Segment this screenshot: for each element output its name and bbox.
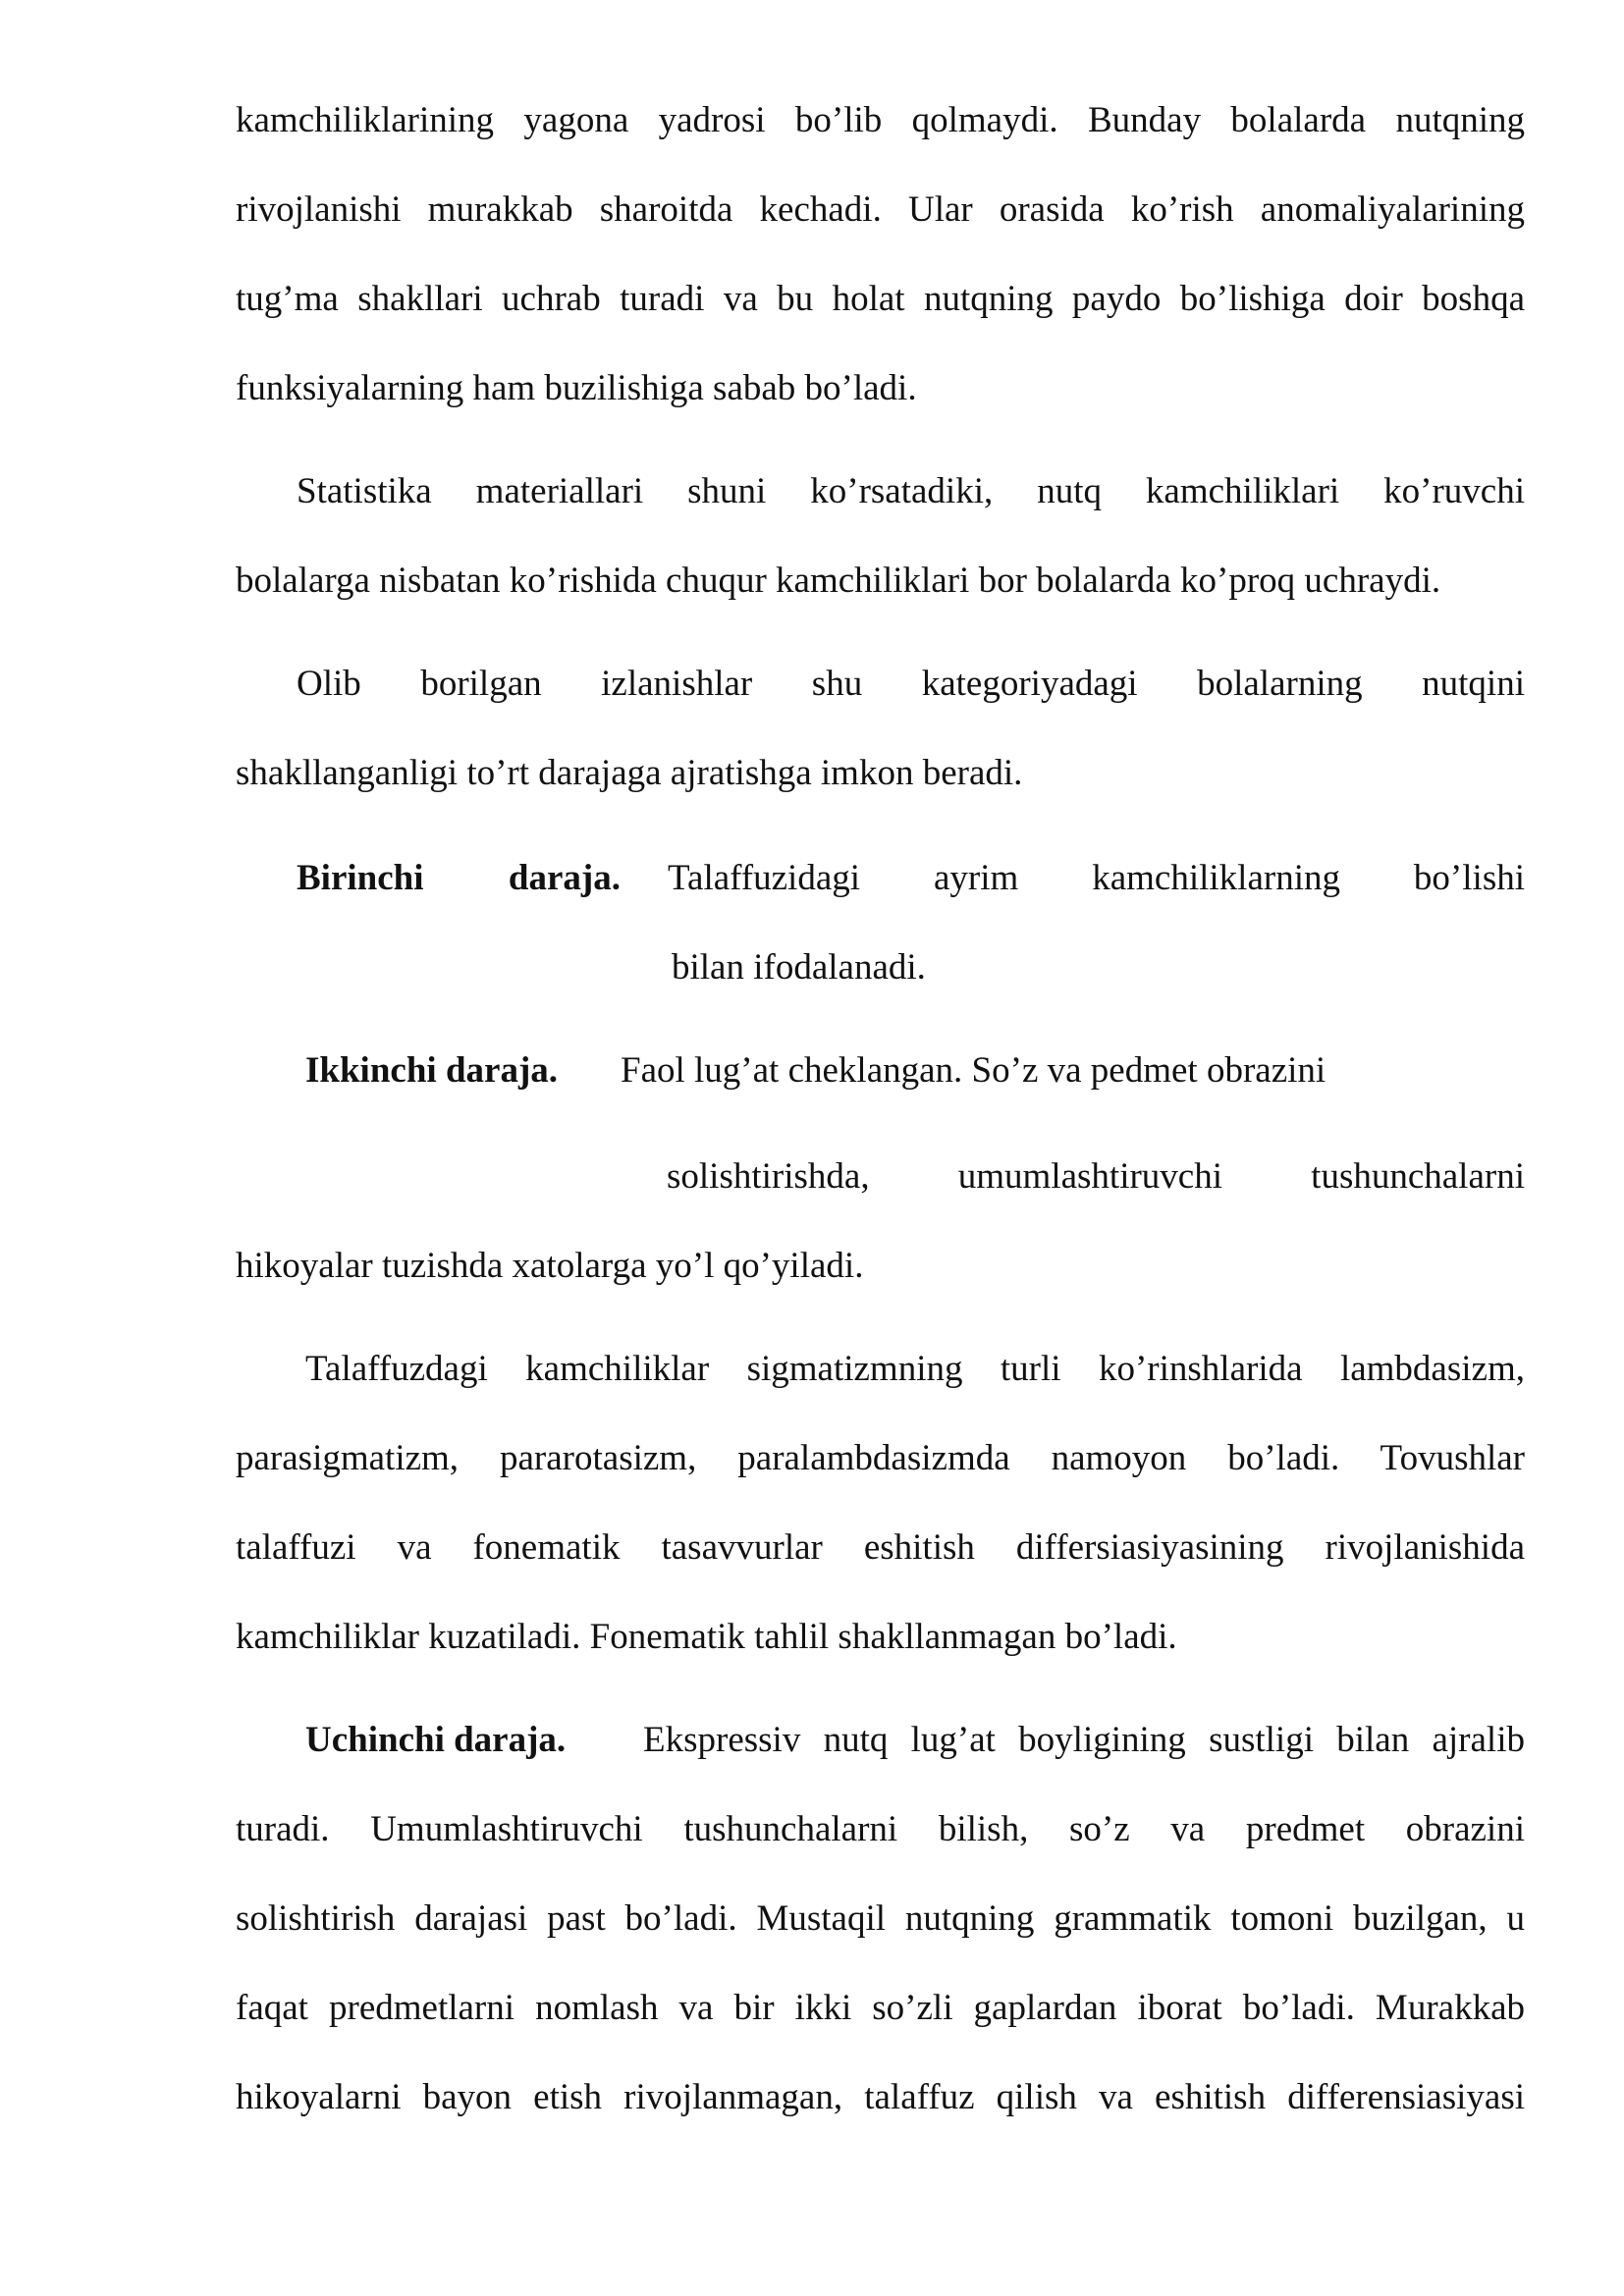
level-3-line-4: faqat predmetlarni nomlash va bir ikki so’zli gaplardan iborat bo’ladi. Murakkab (236, 1988, 1525, 2028)
level-1-line-1: Talaffuzidagi ayrim kamchiliklarning bo’lishi (668, 858, 1525, 898)
paragraph-3-line-2: shakllanganligi to’rt darajaga ajratishga imkon beradi. (236, 753, 1023, 793)
level-2-label: Ikkinchi daraja. (305, 1050, 559, 1091)
paragraph-4-line-1: Talaffuzdagi kamchiliklar sigmatizmning turli ko’rinshlarida lambdasizm, (305, 1349, 1525, 1389)
paragraph-4-line-2: parasigmatizm, pararotasizm, paralambdasizmda namoyon bo’ladi. Tovushlar (236, 1438, 1525, 1478)
paragraph-1-line-4: funksiyalarning ham buzilishiga sabab bo’ladi. (236, 368, 917, 408)
level-3-line-3: solishtirish darajasi past bo’ladi. Mustaqil nutqning grammatik tomoni buzilgan, u (236, 1898, 1525, 1939)
level-2-line-2: solishtirishda, umumlashtiruvchi tushunchalarni (667, 1156, 1525, 1197)
paragraph-1-line-3: tug’ma shakllari uchrab turadi va bu holat nutqning paydo bo’lishiga doir boshqa (236, 279, 1525, 319)
paragraph-2-line-1: Statistika materiallari shuni ko’rsatadiki, nutq kamchiliklari ko’ruvchi (297, 471, 1525, 511)
level-1-line-2: bilan ifodalanadi. (672, 947, 926, 988)
level-2-line-3: hikoyalar tuzishda xatolarga yo’l qo’yiladi. (236, 1246, 864, 1286)
level-3-line-2: turadi. Umumlashtiruvchi tushunchalarni bilish, so’z va predmet obrazini (236, 1809, 1525, 1849)
level-3-line-1: Ekspressiv nutq lug’at boyligining sustligi bilan ajralib (643, 1720, 1525, 1760)
paragraph-1-line-1: kamchiliklarining yagona yadrosi bo’lib qolmaydi. Bunday bolalarda nutqning (236, 100, 1525, 140)
paragraph-4-line-4: kamchiliklar kuzatiladi. Fonematik tahlil shakllanmagan bo’ladi. (236, 1617, 1177, 1657)
paragraph-4-line-3: talaffuzi va fonematik tasavvurlar eshitish differsiasiyasining rivojlanishida (236, 1527, 1525, 1568)
paragraph-2-line-2: bolalarga nisbatan ko’rishida chuqur kamchiliklari bor bolalarda ko’proq uchraydi. (236, 561, 1441, 601)
level-3-label: Uchinchi daraja. (305, 1720, 567, 1760)
level-3-line-5: hikoyalarni bayon etish rivojlanmagan, talaffuz qilish va eshitish differensiasiyasi (236, 2077, 1525, 2117)
paragraph-3-line-1: Olib borilgan izlanishlar shu kategoriyadagi bolalarning nutqini (297, 664, 1525, 704)
level-2-line-1: Faol lug’at cheklangan. So’z va pedmet obrazini (621, 1050, 1326, 1091)
paragraph-1-line-2: rivojlanishi murakkab sharoitda kechadi. Ular orasida ko’rish anomaliyalarining (236, 189, 1525, 230)
level-1-label: Birinchi daraja. (297, 858, 621, 898)
